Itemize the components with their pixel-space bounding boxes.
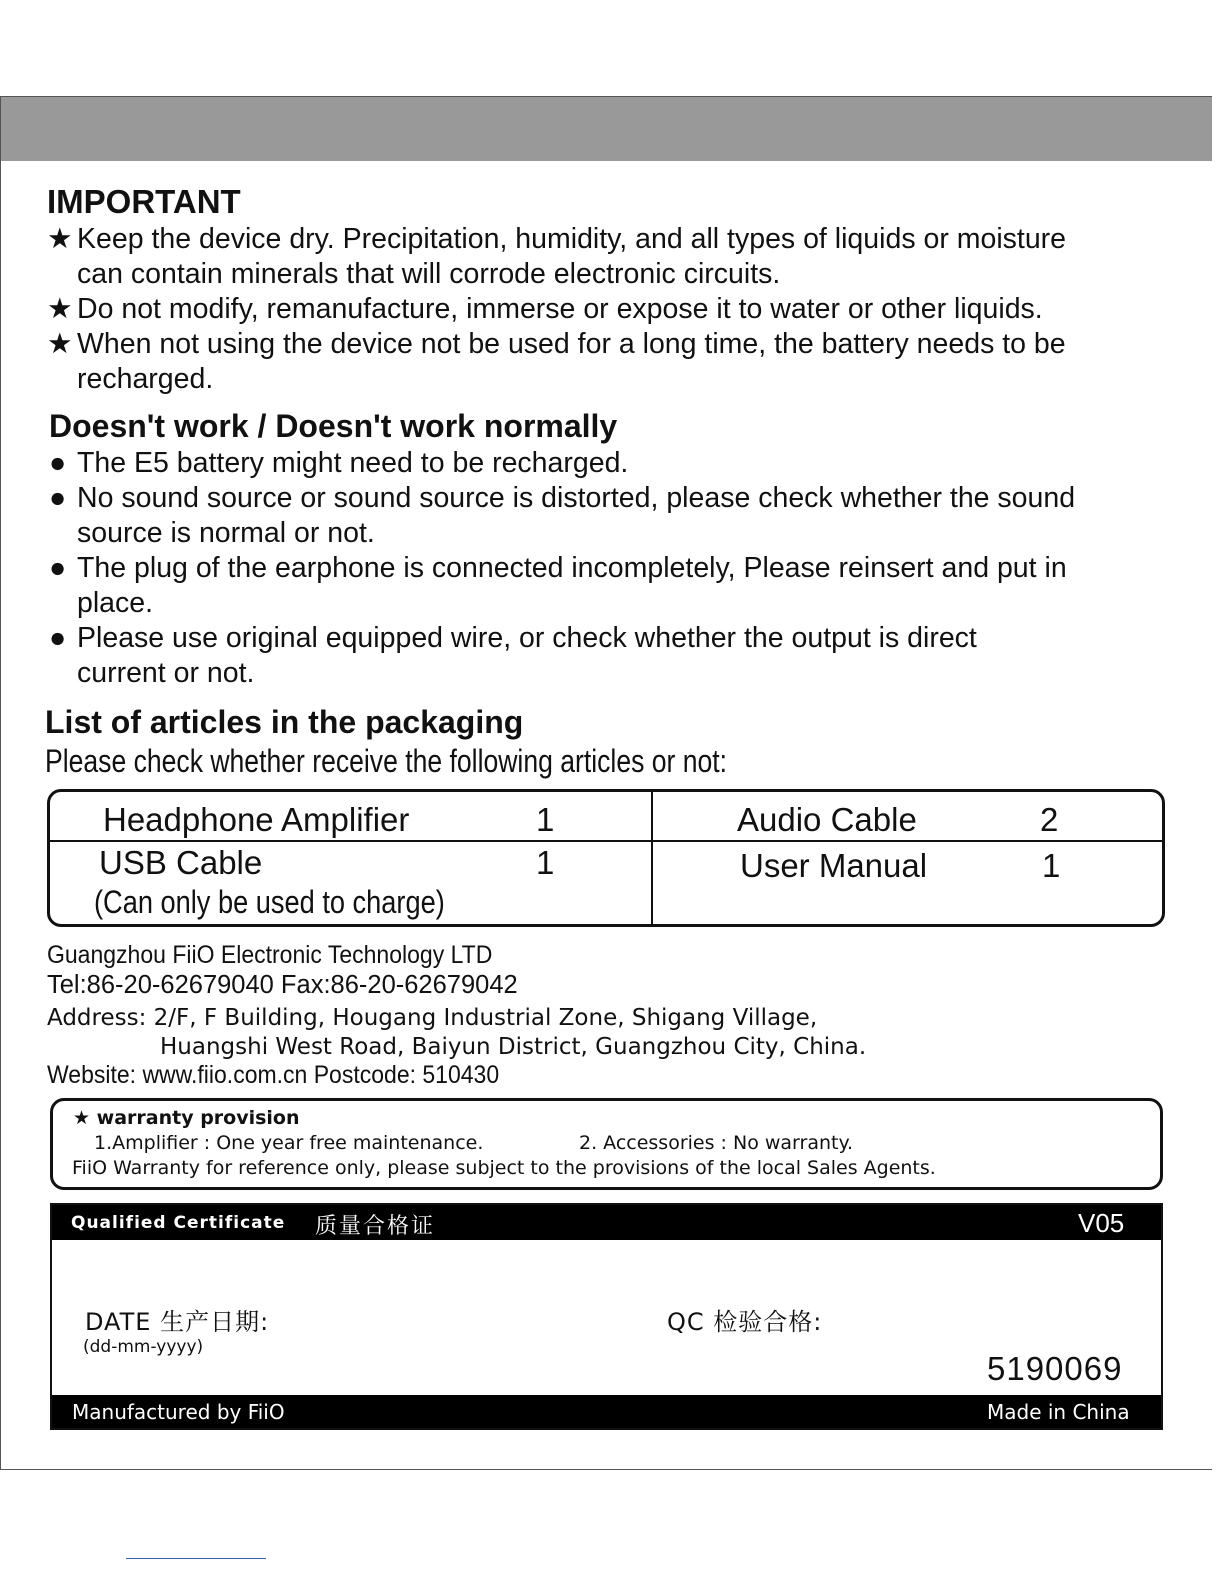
certificate-version: V05 [1078,1208,1125,1238]
certificate-footer [52,1395,1161,1428]
trouble-item-2-cont: source is normal or not. [77,517,375,549]
important-heading: IMPORTANT [47,183,241,220]
company-name: Guangzhou FiiO Electronic Technology LTD [47,941,493,969]
item-name-audio-cable: Audio Cable [737,801,917,838]
trouble-item-3: ● The plug of the earphone is connected incompletely, Please reinsert and put in [49,552,1067,584]
trouble-item-2: ● No sound source or sound source is distorted, please check whether the sound [49,482,1076,514]
trouble-item-3-cont: place. [77,587,154,619]
item-qty: 1 [1042,847,1061,884]
serial-number: 5190069 [987,1350,1123,1387]
packaging-subheading: Please check whether receive the following articles or not: [45,743,728,779]
certificate-header [52,1205,1161,1240]
star-icon: ★ [47,293,73,325]
date-label: DATE 生产日期: [85,1308,270,1336]
warranty-note: FiiO Warranty for reference only, please subject to the provisions of the local Sales Agents. [72,1157,936,1179]
important-item-2: ★ Do not modify, remanufacture, immerse or expose it to water or other liquids. [47,293,1043,325]
item-note-usb-cable: (Can only be used to charge) [94,884,445,920]
important-item-3: ★ When not using the device not be used for a long time, the battery needs to be [47,328,1066,360]
item-qty: 2 [1040,801,1059,838]
certificate-box [50,1203,1163,1430]
company-address-line1: Address: 2/F, F Building, Hougang Industrial Zone, Shigang Village, [47,1005,818,1031]
item-qty: 1 [536,801,555,838]
trouble-item-1: ● The E5 battery might need to be recharged. [49,447,629,479]
table-divider [651,792,653,924]
item-name-usb-cable: USB Cable [99,844,263,881]
bullet-dot-icon: ● [49,552,67,584]
header-band [1,97,1212,161]
date-format: (dd-mm-yyyy) [83,1337,204,1357]
company-tel-fax: Tel:86-20-62679040 Fax:86-20-62679042 [47,971,518,999]
warranty-box [50,1098,1163,1190]
item-name-headphone-amplifier: Headphone Amplifier [103,801,410,838]
packaging-heading: List of articles in the packaging [45,704,524,740]
made-in: Made in China [987,1400,1130,1424]
bullet-dot-icon: ● [49,447,67,479]
item-name-user-manual: User Manual [740,847,928,884]
trouble-item-4: ● Please use original equipped wire, or check whether the output is direct [49,622,977,654]
table-divider [50,840,1162,842]
star-icon: ★ [47,328,73,360]
packaging-table [47,789,1165,927]
troubleshooting-heading: Doesn't work / Doesn't work normally [49,408,618,444]
company-address-line2: Huangshi West Road, Baiyun District, Guangzhou City, China. [160,1034,867,1060]
important-item-3-cont: recharged. [77,363,214,395]
warranty-item-amplifier: 1.Amplifier : One year free maintenance. [94,1132,484,1154]
warranty-title: ★ warranty provision [73,1107,300,1129]
star-icon: ★ [47,223,73,255]
manufactured-by: Manufactured by FiiO [72,1400,285,1424]
qc-label: QC 检验合格: [667,1308,823,1336]
important-item-1: ★ Keep the device dry. Precipitation, humidity, and all types of liquids or moisture [47,223,1067,255]
certificate-title-en: Qualified Certificate [71,1213,286,1233]
trouble-item-4-cont: current or not. [77,657,255,689]
item-qty: 1 [536,844,555,881]
bullet-dot-icon: ● [49,482,67,514]
bullet-dot-icon: ● [49,622,67,654]
footer-rule [126,1558,266,1559]
certificate-title-cn: 质量合格证 [315,1214,436,1239]
company-website-postcode: Website: www.fiio.com.cn Postcode: 510430 [47,1061,500,1089]
important-item-1-cont: can contain minerals that will corrode electronic circuits. [77,258,781,290]
warranty-item-accessories: 2. Accessories : No warranty. [579,1132,854,1154]
